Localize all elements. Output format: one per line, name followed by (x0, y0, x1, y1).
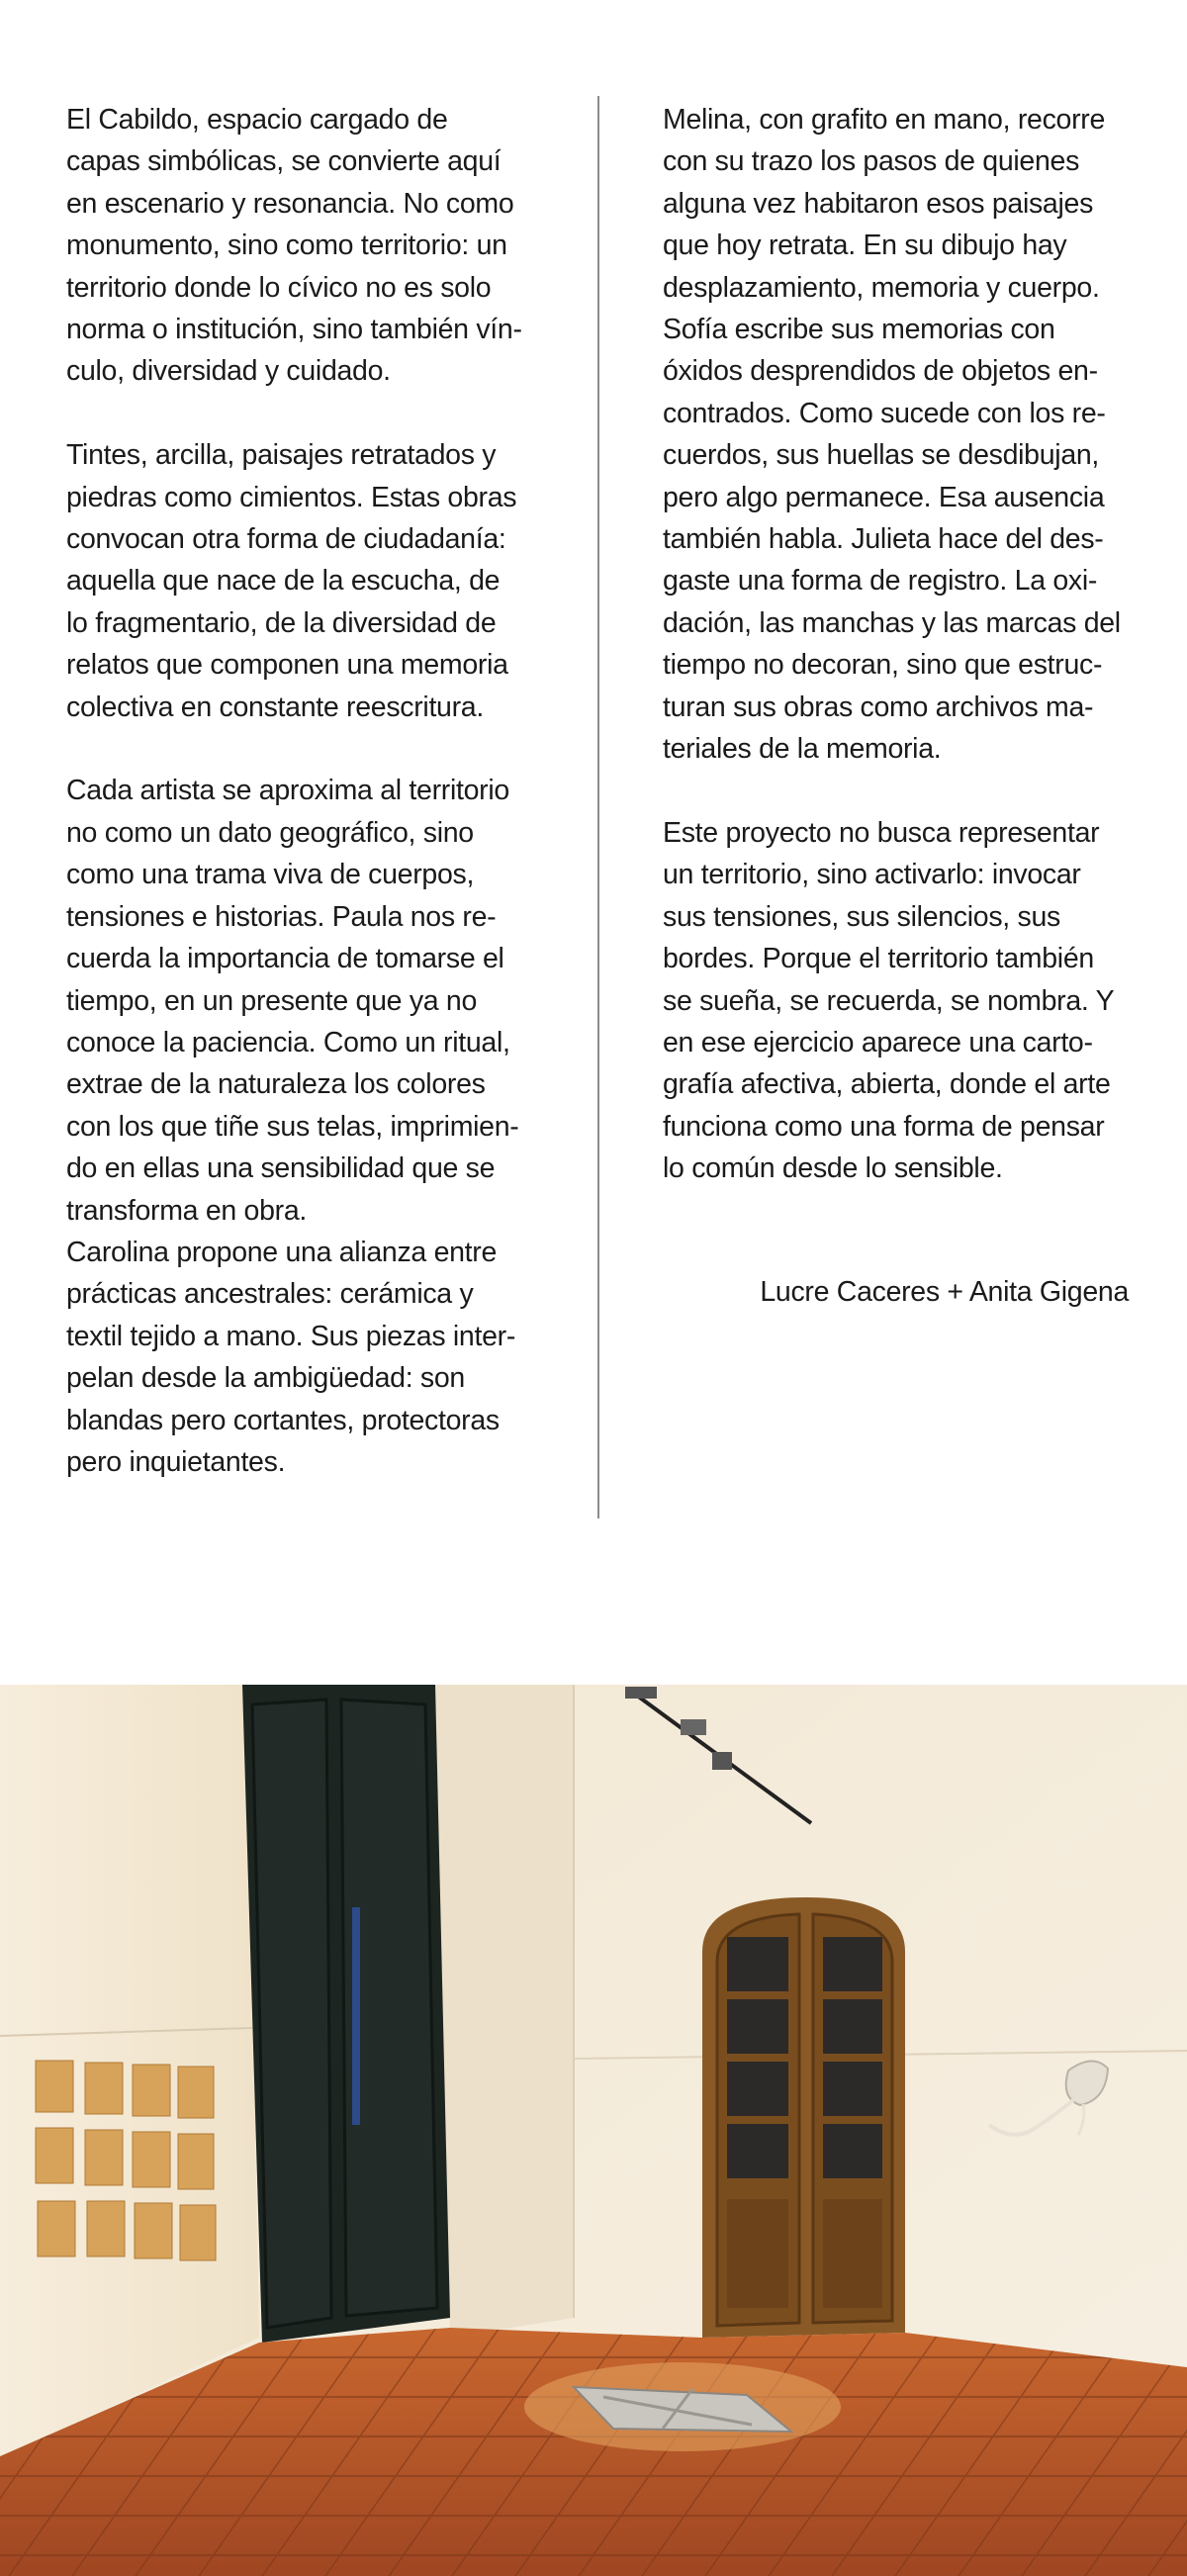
left-text-column (66, 99, 551, 1525)
paragraph-carolina: Carolina propone una alianza entre prácticas ancestrales: cerámica y textil tejido a mano. Sus piezas inter- pelan desde la ambigüedad: son blandas pero cortantes, protectoras pero inquietantes. (66, 1236, 516, 1478)
right-text-column (663, 99, 1147, 1232)
gallery-room-photo (0, 1685, 1187, 2576)
paragraph-proyecto: Este proyecto no busca representar un territorio, sino activarlo: invocar sus tensiones, sus silencios, sus bordes. Porque el territorio también se sueña, se recuerda, se nombra. Y en ese ejercicio aparece una carto- grafía afectiva, abierta, donde el arte funciona como una forma de pensar lo común desde lo sensible. (663, 816, 1115, 1185)
paragraph-melina-sofia-julieta: Melina, con grafito en mano, recorre con su trazo los pasos de quienes alguna vez habitaron esos paisajes que hoy retrata. En su dibujo hay desplazamiento, memoria y cuerpo. Sofía escribe sus memorias con óxidos desprendidos de objetos en- contrados. Como sucede con los re- cuerdos, sus huellas se desdibujan, pero algo permanece. Esa ausencia también habla. Julieta hace del des- gaste una forma de registro. La oxi- dación, las manchas y las marcas del tiempo no decoran, sino que estruc- turan sus obras como archivos ma- teriales de la memoria. (663, 104, 1121, 766)
paragraph-tintes: Tintes, arcilla, paisajes retratados y piedras como cimientos. Estas obras convocan otra forma de ciudadanía: aquella que nace de la escucha, de lo fragmentario, de la diversidad de relatos que componen una memoria colectiva en constante reescritura. (66, 439, 517, 723)
column-divider (597, 96, 599, 1518)
signature-authors: Lucre Caceres + Anita Gigena (760, 1276, 1129, 1308)
paragraph-cabildo: El Cabildo, espacio cargado de capas simbólicas, se convierte aquí en escenario y resonancia. No como monumento, sino como territorio: un territorio donde lo cívico no es solo norma o institución, sino también vín- culo, diversidad y cuidado. (66, 104, 522, 388)
paragraph-paula: Cada artista se aproxima al territorio no como un dato geográfico, sino como una trama viva de cuerpos, tensiones e historias. Paula nos re- cuerda la importancia de tomarse el tiempo, en un presente que ya no conoce la paciencia. Como un ritual, extrae de la naturaleza los colores con los que tiñe sus telas, imprimien- do en ellas una sensibilidad que se transforma en obra. (66, 775, 519, 1227)
